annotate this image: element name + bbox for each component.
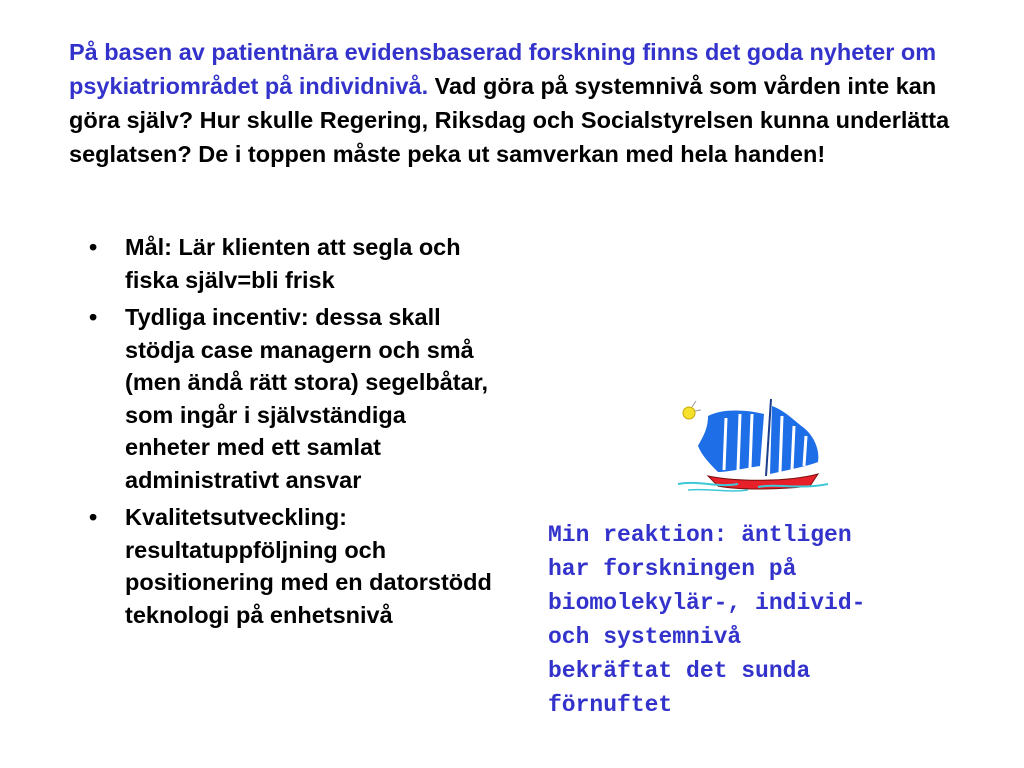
bullet-item-goal	[86, 231, 494, 296]
bullet-marker: •	[89, 234, 98, 260]
sun-icon	[683, 407, 695, 419]
reaction-line: förnuftet	[548, 692, 673, 718]
reaction-text	[548, 518, 978, 722]
reaction-line: biomolekylär-, individ-	[548, 590, 866, 616]
slide-heading	[69, 35, 989, 171]
reaction-line: bekräftat det sunda	[548, 658, 811, 684]
bullet-text: Mål: Lär klienten att segla och fiska själv=bli frisk	[125, 234, 461, 293]
heading-highlight: På basen av patientnära evidensbaserad forskning finns det goda nyheter om psykiatriområdet på individnivå.	[69, 39, 937, 99]
bullet-item-quality	[86, 501, 494, 631]
heading-question: Vad göra på systemnivå som vården inte kan göra själv? Hur skulle Regering, Riksdag och Socialstyrelsen kunna underlätta seglatsen? De i toppen måste peka ut samverkan med hela handen!	[69, 73, 950, 167]
bullet-item-incentives	[86, 301, 494, 496]
bullet-list	[86, 231, 506, 636]
bullet-marker: •	[89, 504, 98, 530]
reaction-line: och systemnivå	[548, 624, 742, 650]
reaction-line: har forskningen på	[548, 556, 797, 582]
reaction-line: Min reaktion: äntligen	[548, 522, 852, 548]
bullet-text: Tydliga incentiv: dessa skall stödja case managern och små (men ändå rätt stora) segelbåtar, som ingår i självständiga enheter med ett samlat administrativt ansvar	[125, 304, 489, 493]
bullet-text: Kvalitetsutveckling: resultatuppföljning och positionering med en datorstödd teknologi på enhetsnivå	[125, 504, 492, 628]
sailboat-clipart-icon	[668, 394, 838, 494]
left-sail-icon	[698, 411, 764, 473]
bullet-marker: •	[89, 304, 98, 330]
